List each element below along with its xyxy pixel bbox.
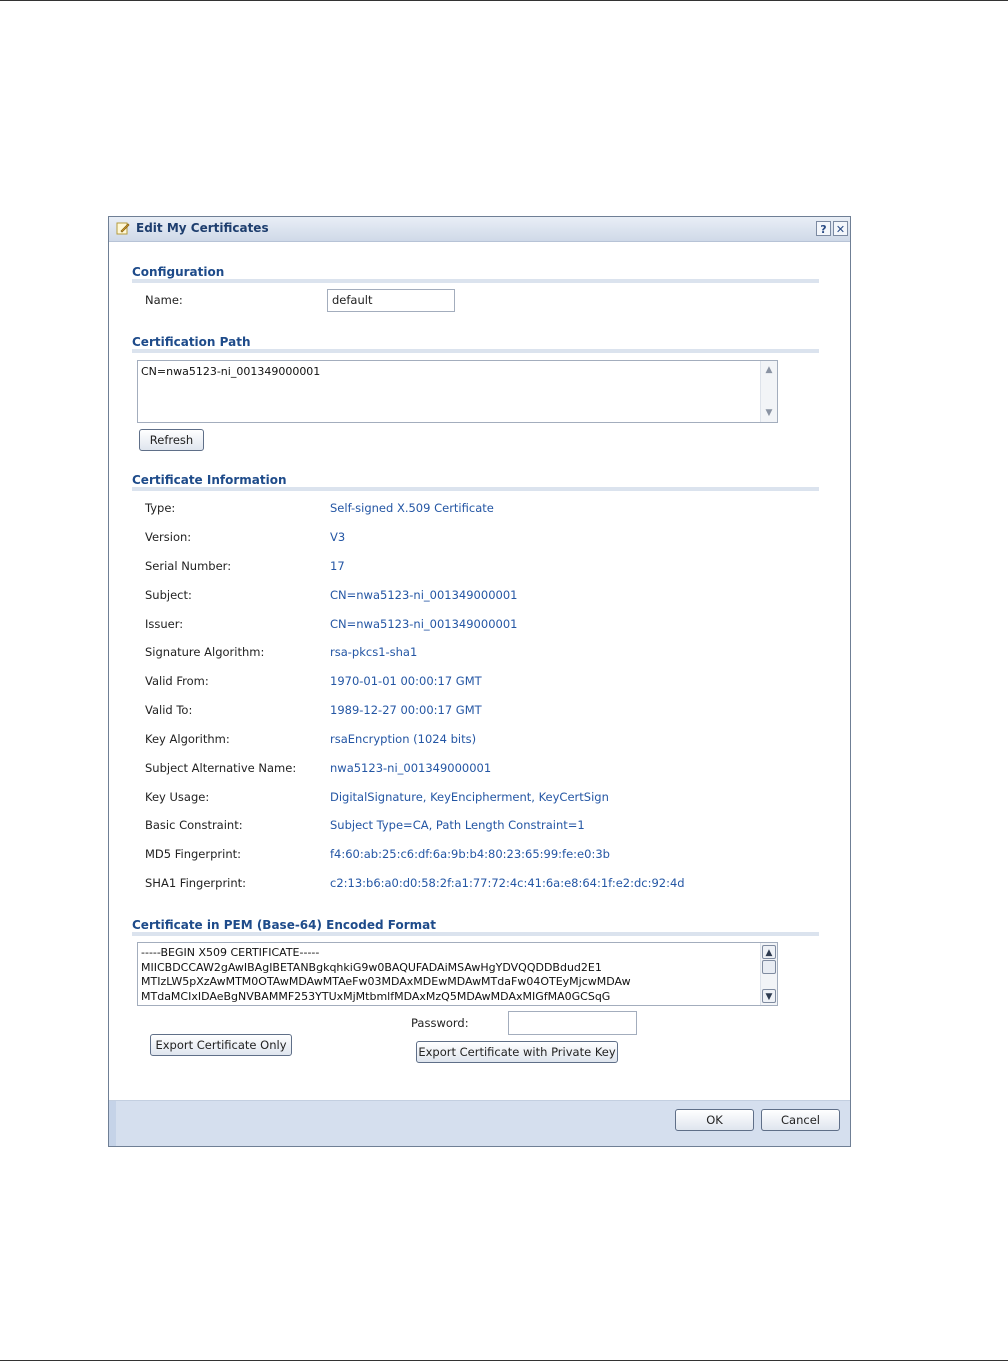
scroll-up-icon[interactable]: ▲: [765, 365, 773, 375]
key-algorithm-label: Key Algorithm:: [145, 732, 230, 746]
page-top-rule: [0, 0, 1008, 1]
pem-heading: Certificate in PEM (Base-64) Encoded Format: [132, 918, 436, 932]
signature-algorithm-label: Signature Algorithm:: [145, 645, 265, 659]
dialog-titlebar: [109, 217, 850, 242]
pem-line: MTIzLW5pXzAwMTM0OTAwMDAwMTAeFw03MDAxMDEwMDAwMTdaFw04OTEyMjcwMDAw: [141, 975, 631, 988]
cancel-button[interactable]: Cancel: [761, 1109, 840, 1131]
ok-button[interactable]: OK: [675, 1109, 754, 1131]
version-label: Version:: [145, 530, 192, 544]
password-field[interactable]: [508, 1011, 637, 1035]
refresh-button[interactable]: Refresh: [139, 429, 204, 451]
pem-scrollbar[interactable]: [760, 943, 777, 1005]
footer-accent: [109, 1101, 116, 1146]
certification-path-heading: Certification Path: [132, 335, 251, 349]
md5-fingerprint-value: f4:60:ab:25:c6:df:6a:9b:b4:80:23:65:99:fe:e0:3b: [330, 847, 610, 861]
subject-alternative-name-label: Subject Alternative Name:: [145, 761, 297, 775]
issuer-value: CN=nwa5123-ni_001349000001: [330, 617, 518, 631]
scroll-down-icon[interactable]: ▼: [765, 408, 773, 418]
serial-number-value: 17: [330, 559, 345, 573]
password-label: Password:: [411, 1016, 469, 1030]
configuration-heading: Configuration: [132, 265, 225, 279]
pem-text: [141, 946, 631, 1004]
help-icon[interactable]: ?: [816, 221, 831, 236]
subject-label: Subject:: [145, 588, 192, 602]
export-certificate-with-private-key-button[interactable]: Export Certificate with Private Key: [416, 1041, 618, 1063]
scroll-up-icon[interactable]: ▲: [762, 945, 776, 959]
subject-alternative-name-value: nwa5123-ni_001349000001: [330, 761, 492, 775]
signature-algorithm-value: rsa-pkcs1-sha1: [330, 645, 418, 659]
issuer-label: Issuer:: [145, 617, 184, 631]
type-label: Type:: [145, 501, 176, 515]
basic-constraint-value: Subject Type=CA, Path Length Constraint=1: [330, 818, 585, 832]
sha1-fingerprint-value: c2:13:b6:a0:d0:58:2f:a1:77:72:4c:41:6a:e8:64:1f:e2:dc:92:4d: [330, 876, 685, 890]
section-divider: [132, 932, 819, 936]
pem-textarea[interactable]: [137, 942, 778, 1006]
certificate-information-heading: Certificate Information: [132, 473, 287, 487]
valid-to-value: 1989-12-27 00:00:17 GMT: [330, 703, 482, 717]
valid-from-value: 1970-01-01 00:00:17 GMT: [330, 674, 482, 688]
basic-constraint-label: Basic Constraint:: [145, 818, 243, 832]
close-icon[interactable]: ✕: [833, 221, 848, 236]
export-certificate-only-button[interactable]: Export Certificate Only: [150, 1034, 292, 1056]
page-bottom-rule: [0, 1360, 1008, 1361]
md5-fingerprint-label: MD5 Fingerprint:: [145, 847, 242, 861]
dialog-footer: [109, 1100, 850, 1146]
key-usage-label: Key Usage:: [145, 790, 210, 804]
pem-line: MTdaMCIxIDAeBgNVBAMMF253YTUxMjMtbmlfMDAxMzQ5MDAwMDAxMIGfMA0GCSqG: [141, 989, 611, 1003]
pem-line: MIICBDCCAW2gAwIBAgIBETANBgkqhkiG9w0BAQUFADAiMSAwHgYDVQQDDBdud2E1: [141, 960, 602, 974]
valid-from-label: Valid From:: [145, 674, 209, 688]
edit-my-certificates-dialog: [108, 216, 851, 1147]
name-field[interactable]: default: [327, 289, 455, 312]
path-scrollbar[interactable]: [760, 361, 777, 422]
section-divider: [132, 349, 819, 353]
dialog-title: Edit My Certificates: [136, 221, 269, 235]
edit-pencil-icon: [116, 221, 130, 235]
subject-value: CN=nwa5123-ni_001349000001: [330, 588, 518, 602]
key-usage-value: DigitalSignature, KeyEncipherment, KeyCertSign: [330, 790, 609, 804]
pem-line: -----BEGIN X509 CERTIFICATE-----: [141, 946, 320, 959]
section-divider: [132, 279, 819, 283]
key-algorithm-value: rsaEncryption (1024 bits): [330, 732, 477, 746]
section-divider: [132, 487, 819, 491]
scroll-down-icon[interactable]: ▼: [762, 989, 776, 1003]
scroll-thumb[interactable]: [762, 960, 776, 974]
certification-path-box[interactable]: [137, 360, 778, 423]
serial-number-label: Serial Number:: [145, 559, 232, 573]
name-label: Name:: [145, 293, 183, 307]
sha1-fingerprint-label: SHA1 Fingerprint:: [145, 876, 247, 890]
version-value: V3: [330, 530, 346, 544]
valid-to-label: Valid To:: [145, 703, 193, 717]
type-value: Self-signed X.509 Certificate: [330, 501, 494, 515]
certification-path-text: CN=nwa5123-ni_001349000001: [141, 365, 321, 378]
